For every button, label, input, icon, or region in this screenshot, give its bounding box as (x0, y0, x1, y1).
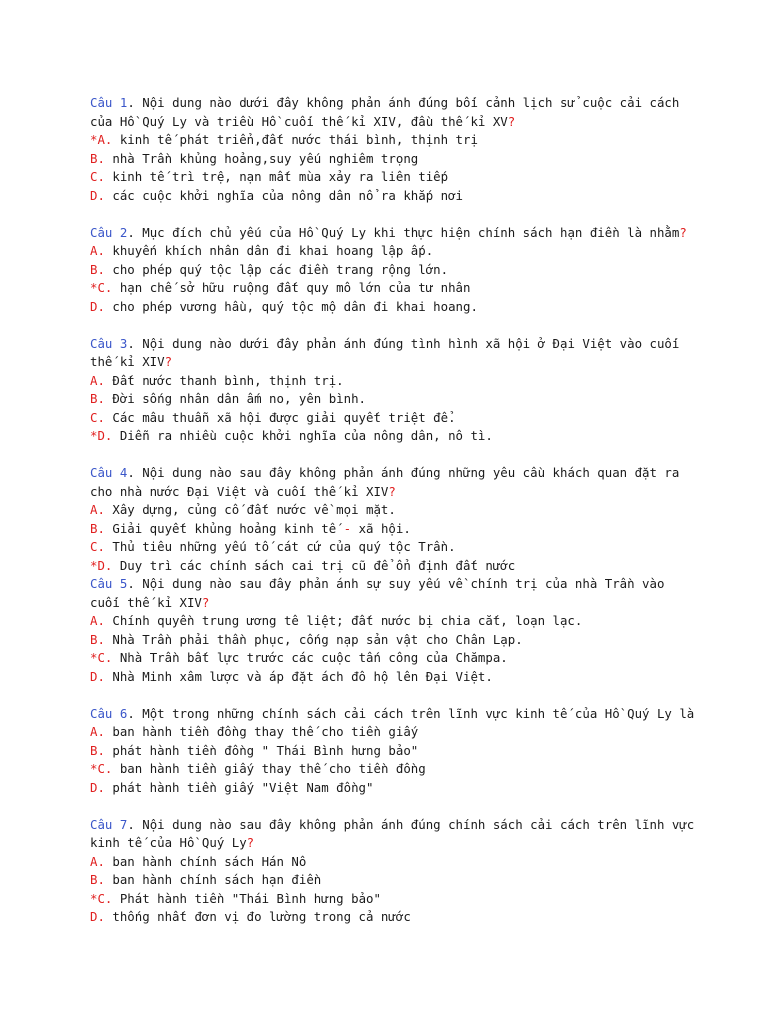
question-block (90, 705, 730, 798)
answer-option (90, 427, 730, 446)
question-block (90, 464, 730, 575)
question-text: . Một trong những chính sách cải cách trên lĩnh vực kinh tế của Hồ Quý Ly là (127, 705, 695, 721)
question-line (90, 575, 730, 594)
option-key: *D. (90, 557, 113, 573)
option-key: B. (90, 872, 105, 887)
answer-option (90, 908, 730, 927)
option-text: phát hành tiền giấy "Việt Nam đồng" (104, 779, 374, 795)
option-key: *C. (90, 761, 113, 776)
option-text: kinh tế phát triển,đất nước thái bình, thịnh trị (112, 132, 478, 147)
option-text: ban hành tiền đồng thay thế cho tiền giấy (104, 724, 419, 739)
option-key: A. (90, 724, 105, 739)
option-key: *C. (90, 890, 113, 906)
question-line (90, 594, 730, 613)
option-text: Thủ tiêu những yếu tố cát cứ của quý tộc Trần. (104, 539, 456, 554)
question-block (90, 575, 730, 686)
option-text: Các mâu thuẫn xã hội được giải quyết triệt để. (104, 409, 456, 425)
option-key: *A. (90, 132, 113, 147)
option-key: B. (90, 261, 105, 277)
question-number: Câu 3 (90, 335, 128, 351)
answer-option (90, 501, 730, 520)
question-text: thế kỉ XIV (90, 354, 165, 369)
option-text: kinh tế trì trệ, nạn mất mùa xảy ra liên tiếp (104, 169, 449, 184)
answer-option (90, 538, 730, 557)
option-key: *C. (90, 650, 113, 665)
option-text: cho phép vương hầu, quý tộc mộ dân đi khai hoang. (104, 298, 478, 314)
option-text: ban hành tiền giấy thay thế cho tiền đồng (112, 761, 426, 776)
question-text: . Nội dung nào dưới đây phản ánh đúng tình hình xã hội ở Đại Việt vào cuối (127, 335, 680, 351)
answer-option (90, 779, 730, 798)
question-text: cuối thế kỉ XIV (90, 594, 202, 610)
option-key: C. (90, 169, 105, 184)
option-text: Đời sống nhân dân ấm no, yên bình. (104, 391, 367, 406)
question-line (90, 113, 730, 132)
answer-option (90, 409, 730, 428)
option-key: *D. (90, 428, 113, 443)
option-text: Nhà Minh xâm lược và áp đặt ách đô hộ lên Đại Việt. (104, 668, 493, 684)
option-key: A. (90, 243, 105, 258)
option-text: hạn chế sở hữu ruộng đất quy mô lớn của tư nhân (112, 280, 471, 295)
question-line (90, 816, 730, 835)
question-mark: ? (679, 224, 687, 240)
question-mark: ? (246, 835, 255, 850)
option-text: Xây dựng, củng cố đất nước về mọi mặt. (104, 502, 396, 517)
option-text: Chính quyền trung ương tê liệt; đất nước bị chia cắt, loạn lạc. (104, 613, 583, 628)
option-text: các cuộc khởi nghĩa của nông dân nổ ra khắp nơi (104, 187, 463, 203)
answer-option (90, 168, 730, 187)
option-key: A. (90, 372, 105, 388)
option-text: ban hành chính sách hạn điền (104, 872, 322, 887)
question-line (90, 705, 730, 724)
question-line (90, 335, 730, 354)
option-text: thống nhất đơn vị đo lường trong cả nước (104, 909, 411, 924)
option-text: ban hành chính sách Hán Nô (104, 853, 307, 869)
question-block (90, 224, 730, 317)
option-key: B. (90, 742, 105, 758)
option-text: Nhà Trần phải thần phục, cống nạp sản vật cho Chân Lạp. (104, 631, 523, 647)
option-text: Đất nước thanh bình, thịnh trị. (104, 372, 344, 388)
option-dash: - (343, 520, 352, 536)
answer-option (90, 150, 730, 169)
question-number: Câu 5 (90, 576, 128, 591)
option-key: B. (90, 391, 105, 406)
answer-option (90, 520, 730, 539)
question-line (90, 353, 730, 372)
option-key: D. (90, 298, 105, 314)
question-number: Câu 7 (90, 816, 128, 832)
answer-option (90, 723, 730, 742)
answer-option (90, 390, 730, 409)
option-key: C. (90, 539, 105, 554)
question-text: của Hồ Quý Ly và triều Hồ cuối thế kỉ XIV, đầu thế kỉ XV (90, 113, 508, 129)
question-line (90, 834, 730, 853)
answer-option (90, 760, 730, 779)
answer-option (90, 871, 730, 890)
question-mark: ? (201, 594, 210, 610)
question-number: Câu 6 (90, 705, 128, 721)
question-line (90, 483, 730, 502)
answer-option (90, 261, 730, 280)
option-text: nhà Trần khủng hoảng,suy yếu nghiêm trọng (104, 150, 419, 166)
answer-option (90, 649, 730, 668)
question-mark: ? (507, 113, 516, 129)
option-text: Duy trì các chính sách cai trị cũ để ổn định đất nước (112, 557, 516, 573)
option-text-after: xã hội. (351, 520, 411, 536)
question-text: . Nội dung nào dưới đây không phản ánh đúng bối cảnh lịch sử cuộc cải cách (127, 95, 680, 110)
option-text: Giải quyết khủng hoảng kinh tế (104, 520, 344, 536)
option-key: B. (90, 150, 105, 166)
question-number: Câu 2 (90, 224, 128, 240)
option-key: A. (90, 853, 105, 869)
question-text: cho nhà nước Đại Việt và cuối thế kỉ XIV (90, 483, 389, 499)
quiz-document (90, 94, 730, 945)
answer-option (90, 131, 730, 150)
answer-option (90, 668, 730, 687)
option-text: Phát hành tiền "Thái Bình hưng bảo" (112, 890, 381, 906)
answer-option (90, 298, 730, 317)
question-mark: ? (164, 354, 173, 369)
question-number: Câu 1 (90, 95, 128, 110)
question-text: . Nội dung nào sau đây phản ánh sự suy yếu về chính trị của nhà Trần vào (127, 576, 665, 591)
question-text: . Nội dung nào sau đây không phản ánh đúng những yêu cầu khách quan đặt ra (127, 465, 680, 480)
answer-option (90, 557, 730, 576)
option-text: Nhà Trần bất lực trước các cuộc tấn công của Chămpa. (112, 650, 508, 665)
option-key: D. (90, 187, 105, 203)
answer-option (90, 279, 730, 298)
question-block (90, 335, 730, 446)
answer-option (90, 242, 730, 261)
question-number: Câu 4 (90, 465, 128, 480)
option-key: A. (90, 613, 105, 628)
question-text: kinh tế của Hồ Quý Ly (90, 835, 247, 850)
answer-option (90, 187, 730, 206)
question-line (90, 94, 730, 113)
option-key: B. (90, 520, 105, 536)
option-key: A. (90, 502, 105, 517)
answer-option (90, 612, 730, 631)
answer-option (90, 372, 730, 391)
option-key: D. (90, 909, 105, 924)
question-line (90, 464, 730, 483)
question-line (90, 224, 730, 243)
option-text: Diễn ra nhiều cuộc khởi nghĩa của nông dân, nô tì. (112, 428, 493, 443)
question-block (90, 816, 730, 927)
question-text: . Nội dung nào sau đây không phản ánh đúng chính sách cải cách trên lĩnh vực (127, 816, 695, 832)
option-key: *C. (90, 280, 113, 295)
question-mark: ? (388, 483, 396, 499)
question-text: . Mục đích chủ yếu của Hồ Quý Ly khi thực hiện chính sách hạn điền là nhằm (127, 224, 680, 240)
question-block (90, 94, 730, 205)
option-text: khuyến khích nhân dân đi khai hoang lập ấp. (104, 243, 434, 258)
answer-option (90, 631, 730, 650)
option-text: cho phép quý tộc lập các điền trang rộng lớn. (104, 261, 449, 277)
option-text: phát hành tiền đồng " Thái Bình hưng bảo" (104, 742, 419, 758)
answer-option (90, 742, 730, 761)
answer-option (90, 853, 730, 872)
answer-option (90, 890, 730, 909)
option-key: C. (90, 409, 105, 425)
option-key: D. (90, 779, 105, 795)
option-key: B. (90, 631, 105, 647)
option-key: D. (90, 668, 105, 684)
